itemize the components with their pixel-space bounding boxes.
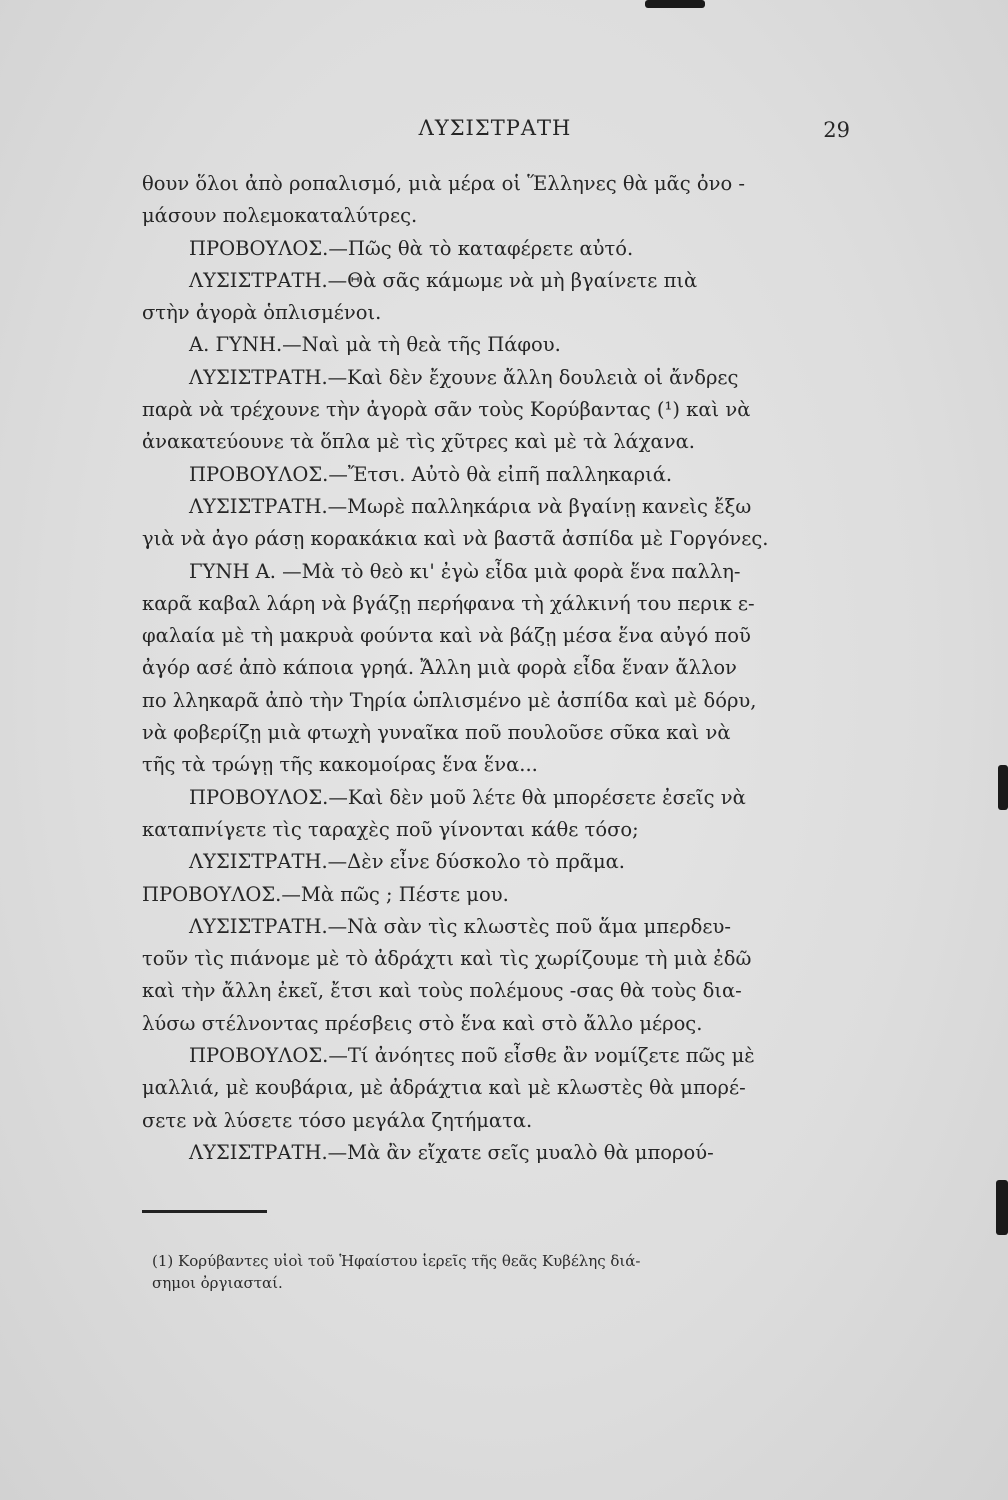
text-line: καρᾶ καβαλ λάρη νὰ βγάζῃ περήφανα τὴ χάλκινή του περικ ε- [142,591,755,615]
text-line: μάσουν πολεμοκαταλύτρες. [142,204,418,228]
text-line: θουν ὅλοι ἀπὸ ροπαλισμό, μιὰ μέρα οἱ Ἕλληνες θὰ μᾶς ὀνο - [142,172,746,195]
text-line: ΠΡΟΒΟΥΛΟΣ.—Πῶς θὰ τὸ καταφέρετε αὐτό. [189,236,634,260]
text-line: καταπνίγετε τὶς ταραχὲς ποῦ γίνονται κάθε τόσο; [142,817,639,841]
running-header [140,110,850,150]
text-line: ἀνακατεύουνε τὰ ὅπλα μὲ τὶς χῦτρες καὶ μὲ τὰ λάχανα. [142,430,695,454]
text-line: ἀγόρ ασέ ἀπὸ κάποια γρηά. Ἄλλη μιὰ φορὰ εἶδα ἕναν ἄλλον [142,656,737,680]
text-line: ΠΡΟΒΟΥΛΟΣ.—Καὶ δὲν μοῦ λέτε θὰ μπορέσετε ἐσεῖς νὰ [189,785,746,809]
text-line: ΠΡΟΒΟΥΛΟΣ.—Μὰ πῶς ; Πέστε μου. [142,882,509,906]
running-title: ΛΥΣΙΣΤΡΑΤΗ [418,116,572,140]
text-line: πο λληκαρᾶ ἀπὸ τὴν Τηρία ὡπλισμένο μὲ ἀσπίδα καὶ μὲ δόρυ, [142,688,757,712]
text-line: ΠΡΟΒΟΥΛΟΣ.—Τί ἀνόητες ποῦ εἶσθε ἂν νομίζετε πῶς μὲ [189,1044,755,1068]
text-line: φαλαία μὲ τὴ μακρυὰ φούντα καὶ νὰ βάζῃ μέσα ἕνα αὐγό ποῦ [142,624,751,648]
text-line: ΛΥΣΙΣΤΡΑΤΗ.—Νὰ σὰν τὶς κλωστὲς ποῦ ἅμα μπερδευ- [189,914,731,938]
footnote-line: (1) Κορύβαντες υἱοὶ τοῦ Ἡφαίστου ἱερεῖς τῆς θεᾶς Κυβέλης διά- [152,1252,641,1270]
text-line: τῆς τὰ τρώγῃ τῆς κακομοίρας ἕνα ἕνα... [142,753,538,777]
text-line: καὶ τὴν ἄλλη ἐκεῖ, ἔτσι καὶ τοὺς πολέμους -σας θὰ τοὺς δια- [142,979,742,1003]
text-line: ΠΡΟΒΟΥΛΟΣ.—Ἔτσι. Αὐτὸ θὰ εἰπῆ παλληκαριά. [189,462,673,486]
footnotes [152,1250,850,1294]
binding-mark-right-lower [996,1180,1008,1235]
text-line: μαλλιά, μὲ κουβάρια, μὲ ἀδράχτια καὶ μὲ κλωστὲς θὰ μπορέ- [142,1076,746,1100]
binding-mark-right [998,765,1008,810]
text-line: ΛΥΣΙΣΤΡΑΤΗ.—Θὰ σᾶς κάμωμε νὰ μὴ βγαίνετε πιὰ [189,268,698,292]
footnote-rule [142,1210,267,1213]
text-line: νὰ φοβερίζῃ μιὰ φτωχὴ γυναῖκα ποῦ πουλοῦσε σῦκα καὶ νὰ [142,721,731,745]
text-line: λύσω στέλνοντας πρέσβεις στὸ ἕνα καὶ στὸ ἄλλο μέρος. [142,1011,703,1035]
text-line: ΛΥΣΙΣΤΡΑΤΗ.—Μωρὲ παλληκάρια νὰ βγαίνῃ κανεὶς ἔξω [189,494,752,518]
page-number: 29 [823,118,850,142]
text-line: Α. ΓΥΝΗ.—Ναὶ μὰ τὴ θεὰ τῆς Πάφου. [189,333,561,357]
text-line: γιὰ νὰ ἀγο ράσῃ κορακάκια καὶ νὰ βαστᾶ ἀσπίδα μὲ Γοργόνες. [142,527,769,551]
text-line: παρὰ νὰ τρέχουνε τὴν ἀγορὰ σᾶν τοὺς Κορύβαντας (¹) καὶ νὰ [142,398,751,422]
footnote-line: σημοι ὀργιασταί. [152,1274,283,1292]
text-line: στὴν ἀγορὰ ὁπλισμένοι. [142,301,382,325]
text-line: σετε νὰ λύσετε τόσο μεγάλα ζητήματα. [142,1108,533,1132]
text-line: τοῦν τὶς πιάνομε μὲ τὸ ἀδράχτι καὶ τὶς χωρίζουμε τὴ μιὰ ἐδῶ [142,947,752,971]
body-text [142,168,850,1169]
text-line: ΛΥΣΙΣΤΡΑΤΗ.—Μὰ ἂν εἴχατε σεῖς μυαλὸ θὰ μπορού- [189,1140,714,1164]
binding-mark-top [645,0,705,8]
text-line: ΛΥΣΙΣΤΡΑΤΗ.—Καὶ δὲν ἔχουνε ἄλλη δουλειὰ οἱ ἄνδρες [189,365,739,389]
text-line: ΓΥΝΗ Α. —Μὰ τὸ θεὸ κι' ἐγὼ εἶδα μιὰ φορὰ ἕνα παλλη- [189,559,741,583]
text-line: ΛΥΣΙΣΤΡΑΤΗ.—Δὲν εἶνε δύσκολο τὸ πρᾶμα. [189,850,625,874]
